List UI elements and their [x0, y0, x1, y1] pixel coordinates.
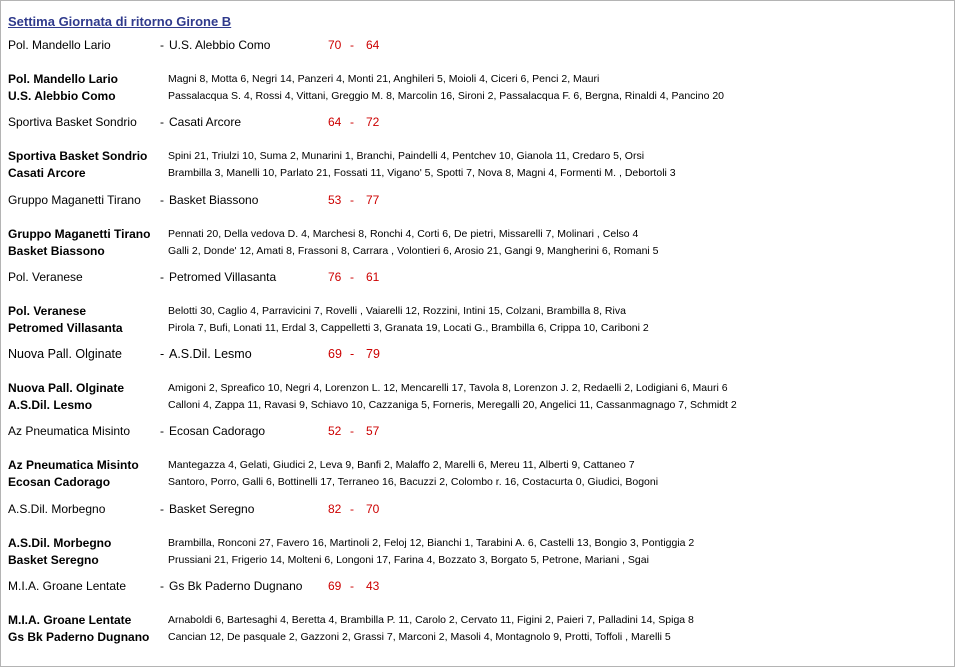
away-team: Ecosan Cadorago: [169, 424, 266, 438]
lineup-team: Sportiva Basket Sondrio: [8, 149, 148, 163]
lineup-players: Brambilla, Ronconi 27, Favero 16, Martinoli 2, Feloj 12, Bianchi 1, Tarabini A. 6, Castelli 13, Bongio 3, Pontiggia 2: [168, 537, 695, 549]
away-team: Gs Bk Paderno Dugnano: [169, 579, 303, 593]
lineup-players: Santoro, Porro, Galli 6, Bottinelli 17, Terraneo 16, Bacuzzi 2, Colombo r. 16, Costacurta 0, Giudici, Bogoni: [168, 476, 659, 488]
lineup-players: Passalacqua S. 4, Rossi 4, Vittani, Greggio M. 8, Marcolin 16, Sironi 2, Passalacqua F. 6, Bergna, Rinaldi 4, Pancino 20: [168, 90, 725, 102]
home-score: 76: [328, 270, 342, 284]
lineup-players: Pirola 7, Bufi, Lonati 11, Erdal 3, Cappelletti 3, Granata 19, Locati G., Brambilla 6, Crippa 10, Cariboni 2: [168, 322, 649, 334]
home-lineup-row: [8, 71, 908, 87]
lineup-players: Belotti 30, Caglio 4, Parravicini 7, Rovelli , Vaiarelli 12, Rozzini, Intini 15, Colzani, Brambilla 8, Riva: [168, 305, 626, 317]
home-score: 70: [328, 38, 342, 52]
match-row: [8, 37, 408, 53]
lineup-players: Galli 2, Donde' 12, Amati 8, Frassoni 8, Carrara , Volontieri 6, Arosio 21, Gangi 9, Mangherini 6, Romani 5: [168, 245, 659, 257]
score-separator: -: [350, 270, 354, 284]
home-lineup-row: [8, 148, 908, 164]
home-score: 52: [328, 424, 342, 438]
away-lineup-row: [8, 629, 908, 645]
match-row: [8, 578, 408, 594]
lineup-team: Ecosan Cadorago: [8, 475, 111, 489]
lineup-players: Amigoni 2, Spreafico 10, Negri 4, Lorenzon L. 12, Mencarelli 17, Tavola 8, Lorenzon J. 2, Redaelli 2, Lodigiani 6, Mauri 6: [168, 382, 728, 394]
away-lineup-row: [8, 320, 908, 336]
lineup-players: Cancian 12, De pasquale 2, Gazzoni 2, Grassi 7, Marconi 2, Masoli 4, Montagnolo 9, Protti, Toffoli , Marelli 5: [168, 631, 671, 643]
lineup-team: Pol. Mandello Lario: [8, 72, 119, 86]
away-team: Basket Biassono: [169, 193, 259, 207]
lineup-players: Pennati 20, Della vedova D. 4, Marchesi 8, Ronchi 4, Corti 6, De pietri, Missarelli 7, Molinari , Celso 4: [168, 228, 639, 240]
home-team: Gruppo Maganetti Tirano: [8, 193, 141, 207]
lineup-team: Petromed Villasanta: [8, 321, 123, 335]
home-score: 69: [328, 347, 342, 361]
lineup-team: A.S.Dil. Morbegno: [8, 536, 112, 550]
score-separator: -: [350, 424, 354, 438]
home-lineup-row: [8, 226, 908, 242]
away-team: Petromed Villasanta: [169, 270, 277, 284]
home-lineup-row: [8, 612, 908, 628]
home-team: M.I.A. Groane Lentate: [8, 579, 127, 593]
lineup-team: Nuova Pall. Olginate: [8, 381, 125, 395]
home-team: Pol. Veranese: [8, 270, 83, 284]
home-team: Nuova Pall. Olginate: [8, 347, 122, 361]
home-lineup-row: [8, 380, 908, 396]
away-lineup-row: [8, 88, 908, 104]
away-score: 61: [366, 270, 380, 284]
lineup-players: Brambilla 3, Manelli 10, Parlato 21, Fossati 11, Vigano' 5, Spotti 7, Nova 8, Magni 4, Formenti M. , Debortoli 3: [168, 167, 676, 179]
away-score: 57: [366, 424, 380, 438]
lineup-team: M.I.A. Groane Lentate: [8, 613, 132, 627]
home-team: Pol. Mandello Lario: [8, 38, 111, 52]
away-team: U.S. Alebbio Como: [169, 38, 271, 52]
score-separator: -: [350, 193, 354, 207]
lineup-players: Arnaboldi 6, Bartesaghi 4, Beretta 4, Brambilla P. 11, Carolo 2, Cervato 11, Figini 2, Paieri 7, Palladini 14, Spiga 8: [168, 614, 694, 626]
lineup-team: Basket Biassono: [8, 244, 105, 258]
lineup-team: Pol. Veranese: [8, 304, 87, 318]
home-score: 64: [328, 115, 342, 129]
lineup-players: Spini 21, Triulzi 10, Suma 2, Munarini 1, Branchi, Paindelli 4, Pentchev 10, Gianola 11, Credaro 5, Orsi: [168, 150, 645, 162]
home-score: 82: [328, 502, 342, 516]
away-team: Casati Arcore: [169, 115, 242, 129]
home-score: 53: [328, 193, 342, 207]
match-row: [8, 423, 408, 439]
match-row: [8, 114, 408, 130]
away-score: 64: [366, 38, 380, 52]
separator: -: [160, 579, 164, 593]
separator: -: [160, 38, 164, 52]
away-team: A.S.Dil. Lesmo: [169, 347, 252, 361]
score-separator: -: [350, 502, 354, 516]
separator: -: [160, 424, 164, 438]
away-lineup-row: [8, 243, 908, 259]
score-separator: -: [350, 347, 355, 361]
lineup-players: Calloni 4, Zappa 11, Ravasi 9, Schiavo 10, Cazzaniga 5, Forneris, Meregalli 20, Angelici 11, Cassanmagnago 7, Schmidt 2: [168, 399, 737, 411]
lineup-players: Prussiani 21, Frigerio 14, Molteni 6, Longoni 17, Farina 4, Bozzato 3, Borgato 5, Petrone, Mariani , Sgai: [168, 554, 649, 566]
away-lineup-row: [8, 474, 908, 490]
match-row: [8, 269, 408, 285]
away-score: 43: [366, 579, 380, 593]
away-team: Basket Seregno: [169, 502, 255, 516]
lineup-players: Magni 8, Motta 6, Negri 14, Panzeri 4, Monti 21, Anghileri 5, Moioli 4, Ciceri 6, Penci 2, Mauri: [168, 73, 600, 85]
home-lineup-row: [8, 535, 908, 551]
home-team: Sportiva Basket Sondrio: [8, 115, 137, 129]
lineup-team: Casati Arcore: [8, 166, 86, 180]
separator: -: [160, 115, 164, 129]
lineup-team: A.S.Dil. Lesmo: [8, 398, 93, 412]
score-separator: -: [350, 38, 354, 52]
score-separator: -: [350, 115, 354, 129]
away-lineup-row: [8, 397, 908, 413]
away-score: 70: [366, 502, 380, 516]
separator: -: [160, 270, 164, 284]
match-row: [8, 346, 408, 362]
lineup-team: U.S. Alebbio Como: [8, 89, 116, 103]
lineup-team: Basket Seregno: [8, 553, 99, 567]
lineup-team: Gruppo Maganetti Tirano: [8, 227, 151, 241]
away-score: 72: [366, 115, 380, 129]
separator: -: [160, 193, 164, 207]
away-lineup-row: [8, 165, 908, 181]
page-title[interactable]: Settima Giornata di ritorno Girone B: [8, 14, 232, 29]
lineup-players: Mantegazza 4, Gelati, Giudici 2, Leva 9, Banfi 2, Malaffo 2, Marelli 6, Mereu 11, Alberti 9, Cattaneo 7: [168, 459, 635, 471]
separator: -: [160, 347, 165, 361]
separator: -: [160, 502, 164, 516]
home-team: A.S.Dil. Morbegno: [8, 502, 106, 516]
lineup-team: Gs Bk Paderno Dugnano: [8, 630, 150, 644]
away-score: 77: [366, 193, 380, 207]
away-lineup-row: [8, 552, 908, 568]
lineup-team: Az Pneumatica Misinto: [8, 458, 139, 472]
away-score: 79: [366, 347, 380, 361]
home-team: Az Pneumatica Misinto: [8, 424, 131, 438]
match-row: [8, 501, 408, 517]
home-score: 69: [328, 579, 342, 593]
score-separator: -: [350, 579, 354, 593]
home-lineup-row: [8, 303, 908, 319]
match-row: [8, 192, 408, 208]
home-lineup-row: [8, 457, 908, 473]
